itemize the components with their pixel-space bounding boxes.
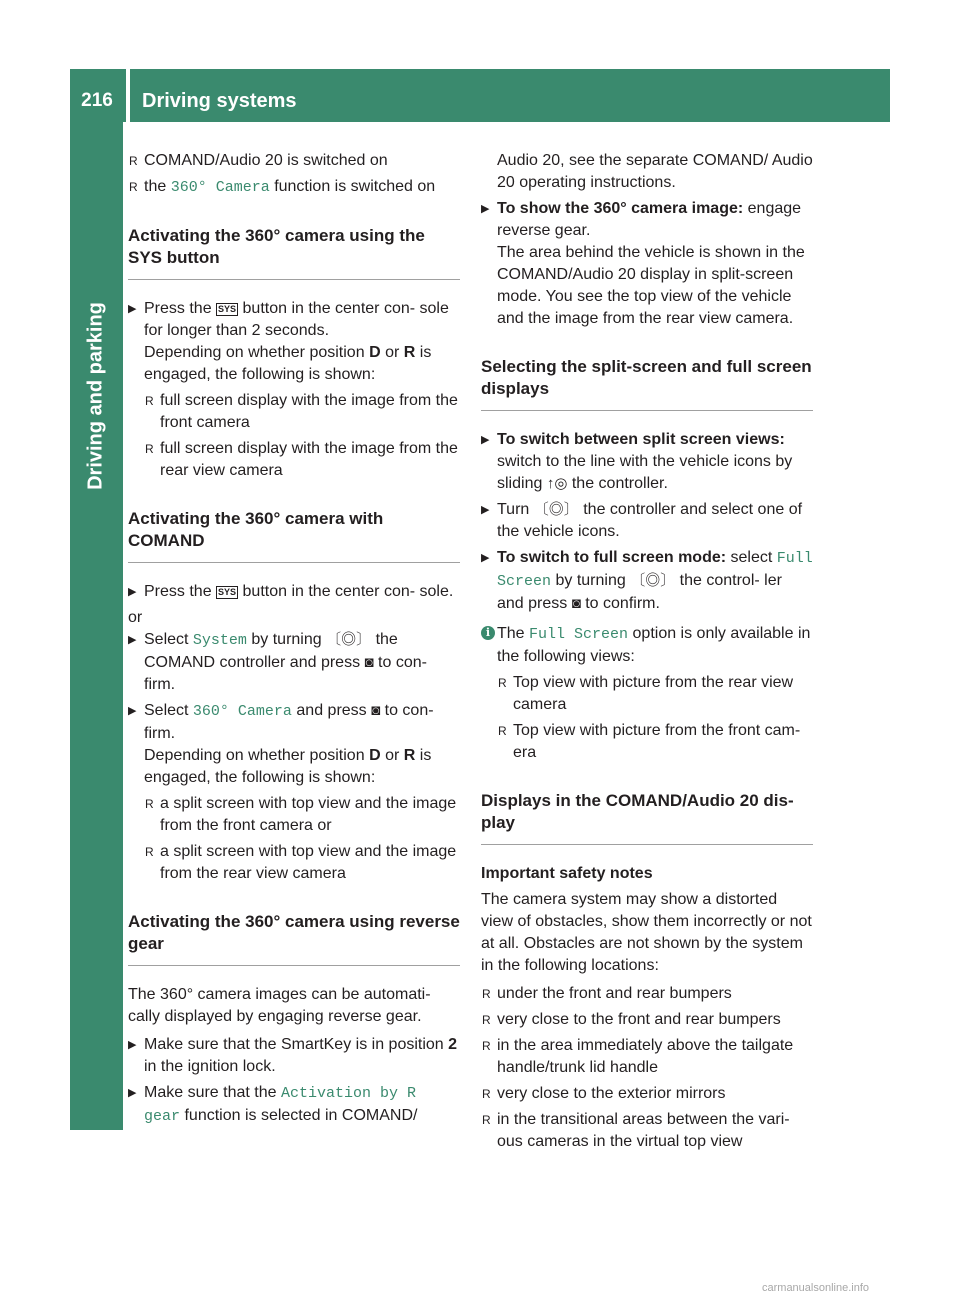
display-option: Full Screen xyxy=(497,550,813,590)
info-icon: i xyxy=(481,626,495,640)
list-item: R full screen display with the image from the rear view camera xyxy=(144,438,460,482)
list-item: R a split screen with top view and the image from the front camera or xyxy=(144,793,460,837)
instruction-step: ▶ To switch between split screen views: switch to the line with the vehicle icons by sliding ↑◎ the controller. xyxy=(481,429,813,495)
side-tab-label: Driving and parking xyxy=(84,302,107,490)
watermark: carmanualsonline.info xyxy=(762,1282,870,1294)
list-item: R a split screen with top view and the image from the rear view camera xyxy=(144,841,460,885)
list-item: R very close to the exterior mirrors xyxy=(481,1083,813,1105)
instruction-step: ▶ Make sure that the Activation by R gear function is selected in COMAND/ xyxy=(128,1082,460,1128)
slide-controller-icon: ↑◎ xyxy=(546,475,568,492)
list-item: R Top view with picture from the rear view camera xyxy=(497,672,813,716)
press-controller-icon: ◙ xyxy=(571,595,581,612)
or-text: or xyxy=(128,609,143,626)
paragraph: The camera system may show a distorted view of obstacles, show them incorrectly or not at all. Obstacles are not shown by the system in the following locations: xyxy=(481,891,812,974)
instruction-step: ▶ Select System by turning 〔◎〕 the COMAND controller and press ◙ to con- firm. xyxy=(128,629,460,696)
header-divider xyxy=(126,69,130,122)
section-heading: Activating the 360° camera using the SYS button xyxy=(128,225,460,280)
instruction-step: ▶ To show the 360° camera image: engage reverse gear. The area behind the vehicle is shown in the COMAND/Audio 20 display in split-screen mode. You see the top view of the vehicle and the image from the rear view camera. xyxy=(481,198,813,330)
info-note: i The Full Screen option is only available in the following views: xyxy=(481,623,813,668)
section-title: Driving systems xyxy=(142,90,297,112)
list-item: R Top view with picture from the front cam- era xyxy=(497,720,813,764)
list-item: R COMAND/Audio 20 is switched on xyxy=(128,150,460,172)
turn-controller-icon: 〔◎〕 xyxy=(630,572,676,589)
instruction-step: ▶ Select 360° Camera and press ◙ to con- firm. Depending on whether position D or R is engaged, the following is shown: xyxy=(128,700,460,789)
list-item: R in the transitional areas between the vari- ous cameras in the virtual top view xyxy=(481,1109,813,1153)
instruction-step: ▶ Make sure that the SmartKey is in position 2 in the ignition lock. xyxy=(128,1034,460,1078)
press-controller-icon: ◙ xyxy=(364,654,374,671)
subsection-heading: Important safety notes xyxy=(481,865,653,882)
section-heading: Selecting the split-screen and full screen displays xyxy=(481,356,813,411)
section-heading: Activating the 360° camera with COMAND xyxy=(128,508,460,563)
display-option: 360° Camera xyxy=(170,179,270,196)
right-column xyxy=(481,150,813,1157)
sys-button-icon: SYS xyxy=(218,304,237,314)
instruction-step: ▶ Press the SYS button in the center con- sole. xyxy=(128,581,460,603)
display-option: Full Screen xyxy=(529,626,629,643)
list-item: R very close to the front and rear bumpers xyxy=(481,1009,813,1031)
page-number: 216 xyxy=(81,90,113,111)
paragraph: The 360° camera images can be automati- cally displayed by engaging reverse gear. xyxy=(128,986,431,1025)
instruction-step: ▶ Press the SYS button in the center con- sole for longer than 2 seconds. Depending on whether position D or R is engaged, the following is shown: xyxy=(128,298,460,386)
display-option: Activation by R gear xyxy=(144,1085,416,1125)
list-item: R under the front and rear bumpers xyxy=(481,983,813,1005)
list-item: R in the area immediately above the tailgate handle/trunk lid handle xyxy=(481,1035,813,1079)
section-heading: Displays in the COMAND/Audio 20 dis- play xyxy=(481,790,813,845)
instruction-step: ▶ Turn 〔◎〕 the controller and select one of the vehicle icons. xyxy=(481,499,813,543)
section-heading: Activating the 360° camera using reverse gear xyxy=(128,911,460,966)
display-option: 360° Camera xyxy=(192,703,292,720)
sys-button-icon: SYS xyxy=(218,587,237,597)
display-option: System xyxy=(192,632,247,649)
left-column xyxy=(128,150,460,1132)
side-tab xyxy=(70,122,123,1130)
turn-controller-icon: 〔◎〕 xyxy=(326,631,372,648)
paragraph: Audio 20, see the separate COMAND/ Audio 20 operating instructions. xyxy=(497,152,813,191)
list-item: R full screen display with the image from the front camera xyxy=(144,390,460,434)
press-controller-icon: ◙ xyxy=(371,702,381,719)
turn-controller-icon: 〔◎〕 xyxy=(533,501,579,518)
list-item: R the 360° Camera function is switched on xyxy=(128,176,460,199)
instruction-step: ▶ To switch to full screen mode: select Full Screen by turning 〔◎〕 the control- ler and press ◙ to confirm. xyxy=(481,547,813,615)
